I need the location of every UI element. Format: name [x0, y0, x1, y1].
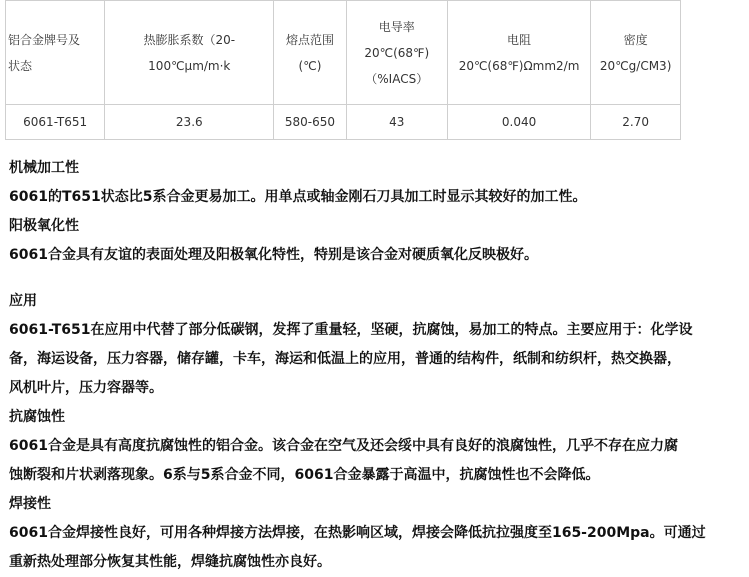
cell-melting-range: 580-650 — [274, 105, 346, 140]
properties-table — [5, 0, 681, 140]
article-body — [9, 154, 739, 577]
header-line: （%IACS） — [365, 71, 429, 86]
section-text-applications-line: 6061-T651在应用中代替了部分低碳钢，发挥了重量轻，坚硬，抗腐蚀，易加工的特点。主要应用于：化学设 — [9, 322, 693, 338]
table-header-row — [6, 1, 681, 105]
section-text-anodizing: 6061合金具有友谊的表面处理及阳极氧化特性，特别是该合金对硬质氧化反映极好。 — [9, 247, 538, 263]
spacer — [9, 270, 739, 287]
cell-resistance: 0.040 — [447, 105, 591, 140]
header-line: 20℃(68℉) — [364, 45, 430, 60]
header-line: 电导率 — [378, 19, 415, 34]
cell-conductivity: 43 — [346, 105, 447, 140]
header-line: 20℃(68℉)Ωmm2/m — [458, 58, 580, 73]
header-melting-range — [274, 1, 346, 105]
header-conductivity — [346, 1, 447, 105]
table-row — [6, 105, 681, 140]
cell-density: 2.70 — [591, 105, 681, 140]
section-text-applications-line: 风机叶片，压力容器等。 — [9, 380, 163, 396]
header-resistance — [447, 1, 591, 105]
header-line: 100℃μm/m·k — [148, 58, 231, 73]
section-title-anodizing: 阳极氧化性 — [9, 218, 79, 234]
section-title-machinability: 机械加工性 — [9, 160, 79, 176]
cell-alloy: 6061-T651 — [6, 105, 105, 140]
section-text-weldability-line: 重新热处理部分恢复其性能，焊缝抗腐蚀性亦良好。 — [9, 554, 331, 570]
section-title-weldability: 焊接性 — [9, 496, 51, 512]
header-line: 状态 — [8, 58, 33, 73]
section-title-corrosion: 抗腐蚀性 — [9, 409, 65, 425]
section-text-corrosion-line: 蚀断裂和片状剥落现象。6系与5系合金不同，6061合金暴露于高温中，抗腐蚀性也不会降低。 — [9, 467, 600, 483]
header-line: 熔点范围 — [285, 32, 334, 47]
header-line: 密度 — [623, 32, 648, 47]
section-title-applications: 应用 — [9, 293, 37, 309]
header-line: 铝合金牌号及 — [8, 32, 81, 47]
cell-thermal-expansion: 23.6 — [105, 105, 274, 140]
header-line: 电阻 — [507, 32, 532, 47]
header-alloy-grade — [6, 1, 105, 105]
header-line: (℃) — [298, 58, 322, 73]
section-text-machinability: 6061的T651状态比5系合金更易加工。用单点或轴金刚石刀具加工时显示其较好的加工性。 — [9, 189, 587, 205]
section-text-corrosion-line: 6061合金是具有高度抗腐蚀性的铝合金。该合金在空气及还会绥中具有良好的浪腐蚀性，几乎不存在应力腐 — [9, 438, 678, 454]
header-line: 热膨胀系数（20- — [143, 32, 236, 47]
section-text-weldability-line: 6061合金焊接性良好，可用各种焊接方法焊接，在热影响区域，焊接会降低抗拉强度至165-200Mpa。可通过 — [9, 525, 706, 541]
header-line: 20℃g/CM3) — [599, 58, 672, 73]
section-text-applications-line: 备，海运设备，压力容器，储存罐，卡车，海运和低温上的应用，普通的结构件，纸制和纺织杆，热交换器， — [9, 351, 681, 367]
header-thermal-expansion — [105, 1, 274, 105]
header-density — [591, 1, 681, 105]
